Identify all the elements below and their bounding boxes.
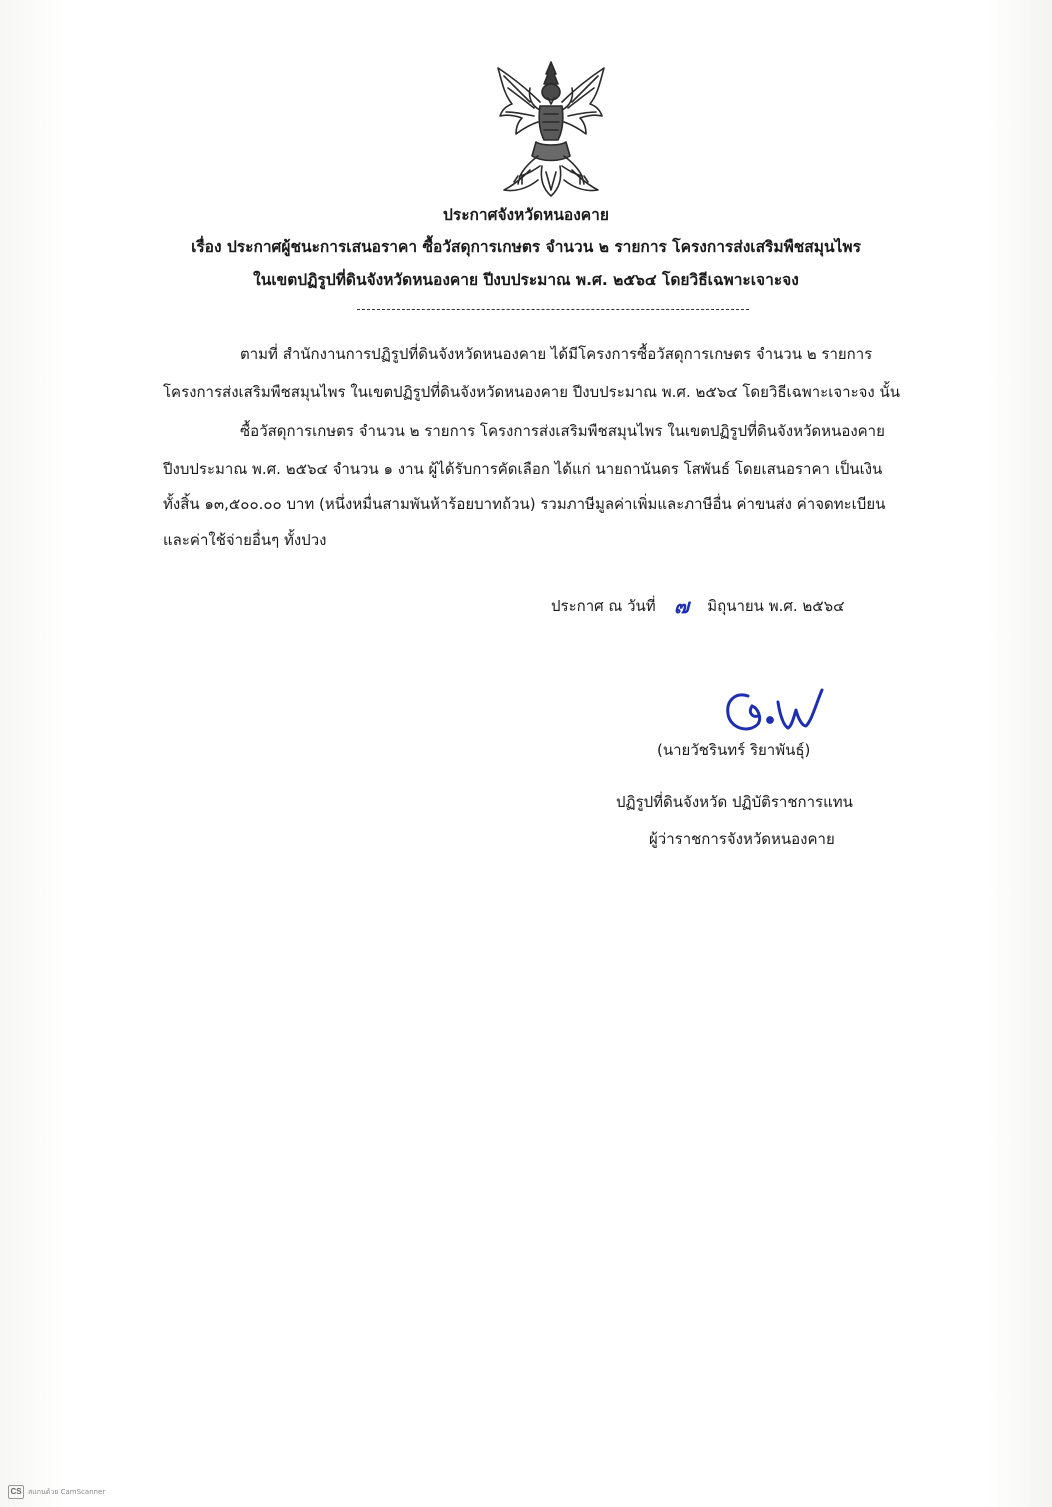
signatory-position-2: ผู้ว่าราชการจังหวัดหนองคาย <box>649 830 835 848</box>
para2-line3: ทั้งสิ้น ๑๓,๕๐๐.๐๐ บาท (หนึ่งหมื่นสามพันห้าร้อยบาทถ้วน) รวมภาษีมูลค่าเพิ่มและภาษีอื่น ค่าขนส่ง ค่าจดทะเบียน <box>163 495 886 513</box>
scanner-caption: สแกนด้วย CamScanner <box>28 1487 106 1496</box>
para1-line1: ตามที่ สำนักงานการปฏิรูปที่ดินจังหวัดหนองคาย ได้มีโครงการซื้อวัสดุการเกษตร จำนวน ๒ รายการ <box>240 345 873 363</box>
para2-line2: ปีงบประมาณ พ.ศ. ๒๕๖๔ จำนวน ๑ งาน ผู้ได้รับการคัดเลือก ได้แก่ นายถานันดร โสพันธ์ โดยเสนอราคา เป็นเงิน <box>163 460 883 478</box>
signatory-position-1: ปฏิรูปที่ดินจังหวัด ปฏิบัติราชการแทน <box>616 793 853 811</box>
scanner-watermark <box>8 1485 105 1499</box>
camscanner-logo-icon: CS <box>8 1485 24 1499</box>
announcement-prefix: ประกาศ ณ วันที่ <box>551 597 656 615</box>
dashed-divider <box>357 309 749 310</box>
announcement-month-year: มิถุนายน พ.ศ. ๒๕๖๔ <box>707 597 845 615</box>
handwritten-signature-icon <box>718 682 828 744</box>
subject-line-1: เรื่อง ประกาศผู้ชนะการเสนอราคา ซื้อวัสดุการเกษตร จำนวน ๒ รายการ โครงการส่งเสริมพืชสมุนไพร <box>191 238 861 256</box>
handwritten-day: ๗ <box>673 594 689 618</box>
subject-line-2: ในเขตปฏิรูปที่ดินจังหวัดหนองคาย ปีงบประมาณ พ.ศ. ๒๕๖๔ โดยวิธีเฉพาะเจาะจง <box>253 271 799 289</box>
announcement-date <box>551 590 845 622</box>
para2-line4: และค่าใช้จ่ายอื่นๆ ทั้งปวง <box>163 531 327 549</box>
para2-line1: ซื้อวัสดุการเกษตร จำนวน ๒ รายการ โครงการส่งเสริมพืชสมุนไพร ในเขตปฏิรูปที่ดินจังหวัดหนองคาย <box>240 422 885 440</box>
para1-line2: โครงการส่งเสริมพืชสมุนไพร ในเขตปฏิรูปที่ดินจังหวัดหนองคาย ปีงบประมาณ พ.ศ. ๒๕๖๔ โดยวิธีเฉพาะเจาะจง นั้น <box>163 383 901 401</box>
garuda-emblem-icon <box>490 58 612 200</box>
document-title: ประกาศจังหวัดหนองคาย <box>443 206 609 224</box>
signatory-name: (นายวัชรินทร์ ริยาพันธุ์) <box>657 741 811 759</box>
